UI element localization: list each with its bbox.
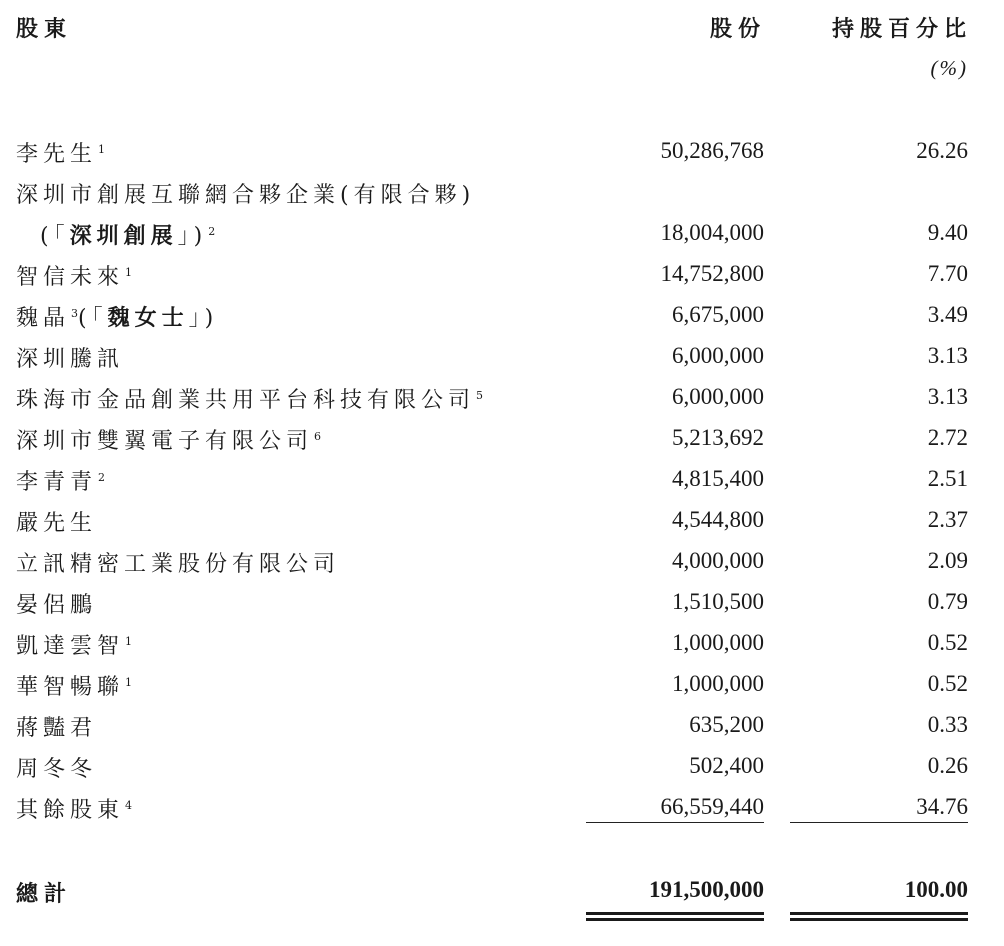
total-double-rule-shares-bottom [586,918,764,921]
shareholder-name: 深圳市創展互聯網合夥企業(有限合夥) [16,183,476,208]
total-double-rule-percentage-top [790,912,968,915]
percentage-value: 3.13 [927,343,968,368]
shares-value: 635,200 [689,712,764,737]
total-double-rule-percentage-bottom [790,918,968,921]
shares-value: 502,400 [689,753,764,778]
header-percentage: 持股百分比 [831,17,972,42]
shareholder-name: 凱達雲智$^1$ [16,634,133,659]
shareholder-name: (「深圳創展」)$^2$ [40,224,216,249]
table-row [0,338,1004,379]
shareholder-name: 立訊精密工業股份有限公司 [16,552,341,577]
subtotal-rule-shares [586,822,764,823]
shares-value: 66,559,440 [660,794,764,819]
shareholder-name: 蔣豔君 [16,716,98,741]
table-row [0,666,1004,707]
shareholder-name: 深圳市雙翼電子有限公司$^6$ [16,429,322,454]
shares-value: 18,004,000 [660,220,764,245]
shares-value: 4,815,400 [672,466,764,491]
shares-value: 6,000,000 [672,343,764,368]
shares-value: 50,286,768 [660,138,764,163]
shares-value: 14,752,800 [660,261,764,286]
shareholder-name: 智信未來$^1$ [16,265,133,290]
percentage-value: 2.72 [927,425,968,450]
shares-value: 6,675,000 [672,302,764,327]
table-row [0,133,1004,174]
percentage-value: 0.52 [927,630,968,655]
table-row [0,584,1004,625]
shareholder-name: 魏晶$^3$(「魏女士」) [16,306,219,331]
percentage-value: 2.09 [927,548,968,573]
total-percentage: 100.00 [904,877,968,902]
table-row [0,625,1004,666]
total-label: 總計 [16,882,73,907]
percentage-value: 2.37 [927,507,968,532]
percentage-value: 3.49 [927,302,968,327]
shareholder-name: 嚴先生 [16,511,98,536]
shares-value: 1,510,500 [672,589,764,614]
shares-value: 4,544,800 [672,507,764,532]
percentage-value: 3.13 [927,384,968,409]
shares-value: 5,213,692 [672,425,764,450]
shareholder-name: 周冬冬 [16,757,98,782]
percentage-value: 34.76 [916,794,968,819]
table-row [0,707,1004,748]
shares-value: 6,000,000 [672,384,764,409]
total-double-rule-shares-top [586,912,764,915]
table-row [0,502,1004,543]
percentage-value: 7.70 [927,261,968,286]
percentage-value: 0.52 [927,671,968,696]
table-row [0,543,1004,584]
percentage-value: 0.26 [927,753,968,778]
header-shares: 股份 [709,17,766,42]
shareholder-name: 珠海市金品創業共用平台科技有限公司$^5$ [16,388,484,413]
total-shares: 191,500,000 [649,877,764,902]
shareholder-name: 李青青$^2$ [16,470,106,495]
percentage-value: 0.79 [927,589,968,614]
shares-value: 1,000,000 [672,671,764,696]
table-row [0,297,1004,338]
shareholder-name: 華智暢聯$^1$ [16,675,133,700]
table-row [0,256,1004,297]
table-row [0,379,1004,420]
shares-value: 1,000,000 [672,630,764,655]
header-percentage-unit: (%) [930,56,968,80]
header-shareholder: 股東 [16,17,73,42]
percentage-value: 0.33 [927,712,968,737]
percentage-value: 2.51 [927,466,968,491]
shares-value: 4,000,000 [672,548,764,573]
shareholder-name: 晏侶鵬 [16,593,98,618]
shareholder-name: 深圳騰訊 [16,347,125,372]
percentage-value: 9.40 [927,220,968,245]
table-row [0,461,1004,502]
subtotal-rule-percentage [790,822,968,823]
shareholder-name: 李先生$^1$ [16,142,106,167]
shareholder-name: 其餘股東$^4$ [16,798,133,823]
table-row [0,748,1004,789]
table-row [0,420,1004,461]
table-row [0,215,1004,256]
percentage-value: 26.26 [916,138,968,163]
table-row [0,789,1004,830]
table-row [0,174,1004,215]
